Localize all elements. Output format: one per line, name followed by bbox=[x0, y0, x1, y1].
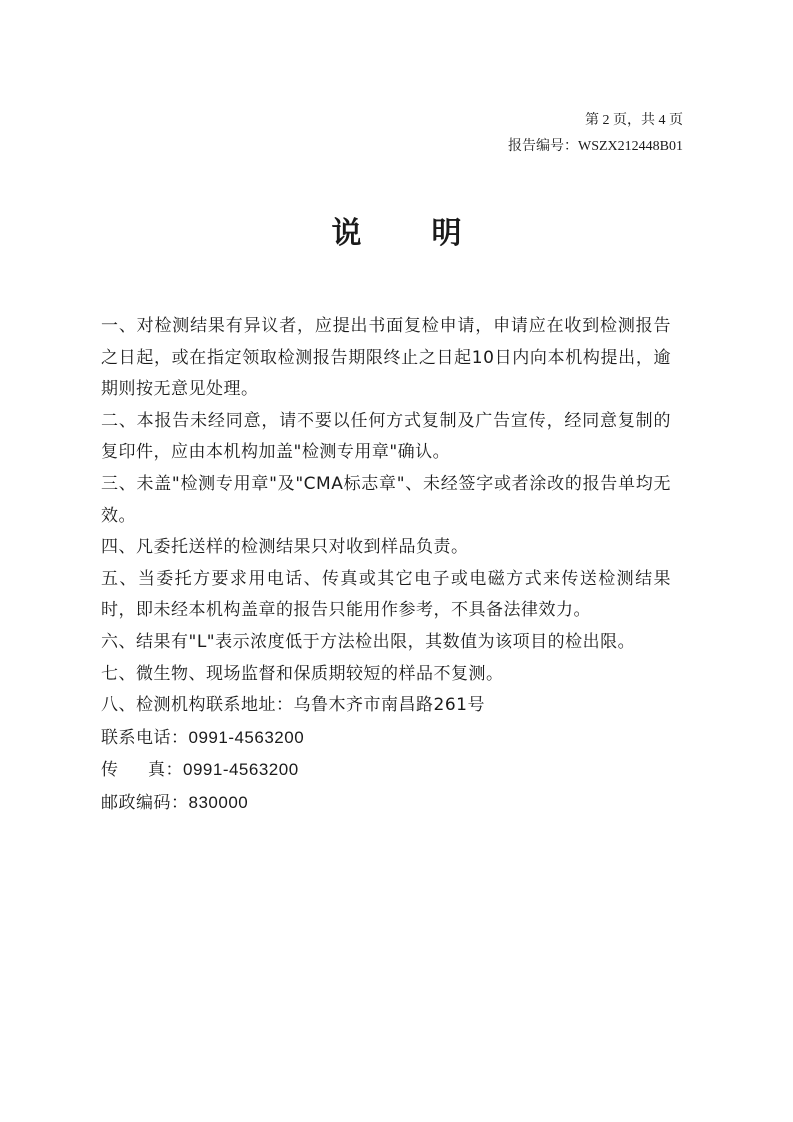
note-item-5: 五、当委托方要求用电话、传真或其它电子或电磁方式来传送检测结果时，即未经本机构盖章的报告只能用作参考，不具备法律效力。 bbox=[101, 568, 671, 621]
contact-postcode bbox=[101, 787, 671, 820]
page-number: 第 2 页，共 4 页 bbox=[585, 113, 683, 128]
contact-fax bbox=[101, 754, 671, 787]
note-item-6: 六、结果有"L"表示浓度低于方法检出限，其数值为该项目的检出限。 bbox=[101, 631, 636, 652]
fax-label-second: 真： bbox=[148, 760, 183, 781]
note-item-8: 八、检测机构联系地址：乌鲁木齐市南昌路261号 bbox=[101, 695, 485, 716]
report-number: 报告编号：WSZX212448B01 bbox=[508, 139, 683, 154]
fax-value: 0991-4563200 bbox=[183, 760, 299, 780]
note-item-3: 三、未盖"检测专用章"及"CMA标志章"、未经签字或者涂改的报告单均无效。 bbox=[101, 473, 671, 526]
notes-body bbox=[101, 311, 671, 820]
contact-phone bbox=[101, 722, 671, 755]
phone-value: 0991-4563200 bbox=[188, 727, 305, 747]
postcode-label: 邮政编码： bbox=[101, 792, 189, 813]
page-header bbox=[508, 108, 683, 160]
note-item-4: 四、凡委托送样的检测结果只对收到样品负责。 bbox=[101, 537, 469, 558]
phone-label: 联系电话： bbox=[101, 727, 189, 748]
note-item-2: 二、本报告未经同意，请不要以任何方式复制及广告宣传，经同意复制的复印件，应由本机构加盖"检测专用章"确认。 bbox=[101, 410, 671, 463]
page-title: 说明 bbox=[331, 216, 532, 251]
postcode-value: 830000 bbox=[188, 792, 249, 812]
fax-label-first: 传 bbox=[101, 760, 148, 781]
note-item-1: 一、对检测结果有异议者，应提出书面复检申请，申请应在收到检测报告之日起，或在指定领取检测报告期限终止之日起10日内向本机构提出，逾期则按无意见处理。 bbox=[101, 316, 671, 400]
note-item-7: 七、微生物、现场监督和保质期较短的样品不复测。 bbox=[101, 663, 504, 684]
